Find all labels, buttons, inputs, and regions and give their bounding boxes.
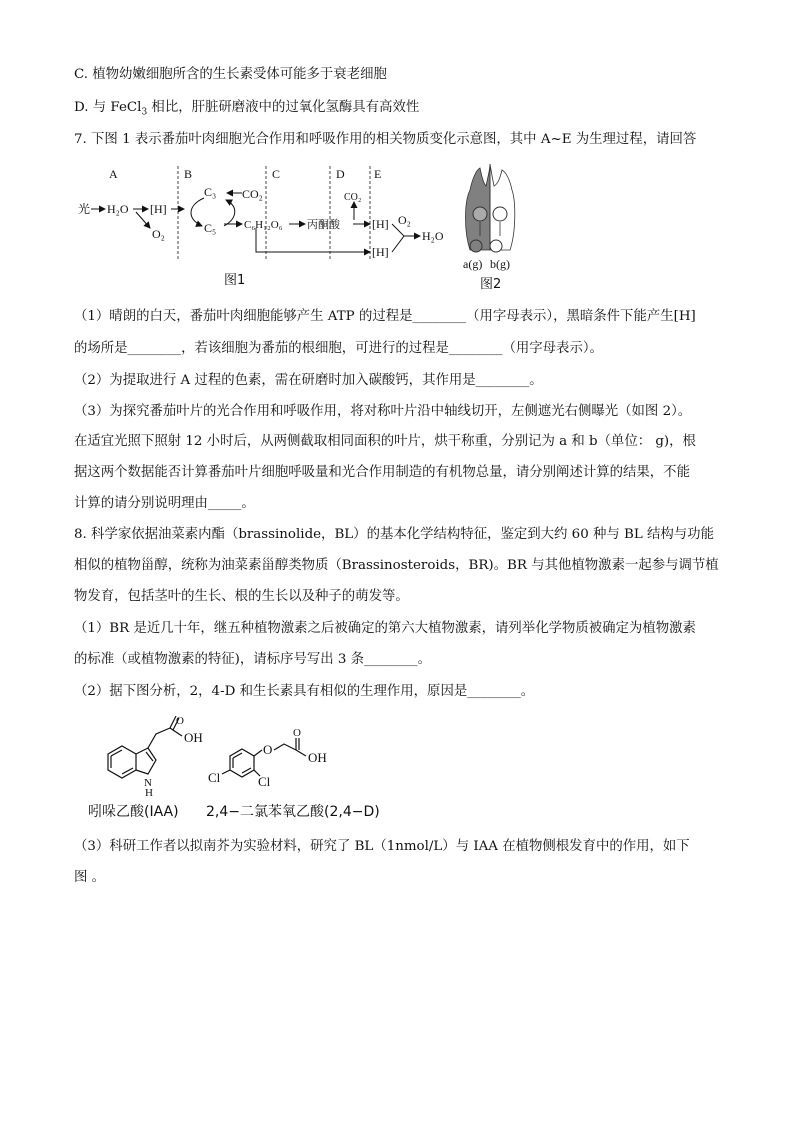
figure-2-caption: 图2 <box>480 277 502 292</box>
c5-label: C₅ <box>204 221 217 235</box>
q8-stem-c: 物发育，包括茎叶的生长、根的生长以及种子的萌发等。 <box>74 589 409 604</box>
bypass-line <box>256 228 370 252</box>
option-d-post: 相比，肝脏研磨液中的过氧化氢酶具有高效性 <box>147 100 420 115</box>
iaa-oh-label: OH <box>184 730 203 745</box>
chem-structures <box>84 716 414 822</box>
o2-label-1: O₂ <box>152 227 165 241</box>
iaa-n-label: N <box>144 777 152 789</box>
q7-1-line-b: 的场所是________，若该细胞为番茄的根细胞，可进行的过程是________（用字母表示）。 <box>74 341 603 356</box>
q8-1-line-b: 的标准（或植物激素的特征)，请标序号写出 3 条________。 <box>74 652 432 667</box>
figure-1-caption: 图1 <box>224 273 246 288</box>
glucose-label: C₆H₁₂O₆ <box>244 219 283 231</box>
q7-1-line-a: （1）晴朗的白天，番茄叶肉细胞能够产生 ATP 的过程是________（用字母表示），黑暗条件下能产生[H] <box>74 309 696 324</box>
disc-b <box>490 240 502 252</box>
q8-stem-a: 8. 科学家依据油菜素内酯（brassinolide，BL）的基本化学结构特征，鉴定到大约 60 种与 BL 结构与功能 <box>74 527 714 542</box>
figure-2-leaf <box>458 162 528 300</box>
o2-label-2: O₂ <box>398 213 411 227</box>
q8-stem-b: 相似的植物甾醇，统称为油菜素甾醇类物质（Brassinosteroids，BR)。BR 与其他植物激素一起参与调节植 <box>74 558 719 573</box>
q8-3-line-a: （3）科研工作者以拟南芥为实验材料，研究了 BL（1nmol/L）与 IAA 在植物侧根发育中的作用，如下 <box>74 839 690 854</box>
q7-2: （2）为提取进行 A 过程的色素，需在研磨时加入碳酸钙，其作用是________。 <box>74 373 543 388</box>
option-d <box>74 99 724 122</box>
iaa-name: 吲哚乙酸(IAA) <box>88 804 179 820</box>
q7-stem: 7. 下图 1 表示番茄叶肉细胞光合作用和呼吸作用的相关物质变化示意图，其中 A~E 为生理过程，请回答 <box>74 132 697 147</box>
iaa-structure <box>108 716 182 778</box>
c3-label: C₃ <box>204 185 217 199</box>
arrow-o2 <box>136 212 150 228</box>
stage-label-d: D <box>336 167 345 181</box>
option-d-pre: D. 与 FeCl <box>74 100 142 115</box>
h2o-out-label: H₂O <box>422 229 444 243</box>
join-lines <box>392 224 404 252</box>
q7-3-line-c: 据这两个数据能否计算番茄叶片细胞呼吸量和光合作用制造的有机物总量，请分别阐述计算的结果，不能 <box>74 465 690 480</box>
iaa-o-label: O <box>176 716 184 727</box>
d24-name: 2,4−二氯苯氧乙酸(2,4−D) <box>206 804 380 820</box>
q8-1-line-a: （1）BR 是近几十年，继五种植物激素之后被确定的第六大植物激素，请列举化学物质被确定为植物激素 <box>74 621 696 636</box>
stage-label-c: C <box>272 167 281 181</box>
h-label-2: [H] <box>372 217 389 231</box>
co2-label-1: CO₂ <box>242 187 263 201</box>
figure-1-diagram <box>74 162 454 290</box>
d24-cl1-label: Cl <box>208 770 221 785</box>
q8-2: （2）据下图分析，2，4-D 和生长素具有相似的生理作用，原因是________。 <box>74 684 535 699</box>
stage-label-e: E <box>374 167 382 181</box>
co2-label-2: CO₂ <box>344 192 362 203</box>
d24-oh-label: OH <box>308 750 327 765</box>
q7-3-line-d: 计算的请分别说明理由_____。 <box>74 496 255 511</box>
d24-cl2-label: Cl <box>258 774 271 789</box>
light-label: 光 <box>78 202 91 216</box>
h2o-label: H₂O <box>107 202 129 216</box>
option-d-sub: 3 <box>141 107 148 118</box>
leaf-sample-a <box>473 207 487 221</box>
cycle-arrow-left <box>191 198 204 226</box>
d24-o-ether-label: O <box>263 742 273 757</box>
q7-3-line-a: （3）为探究番茄叶片的光合作用和呼吸作用，将对称叶片沿中轴线切开，左侧遮光右侧曝光（如图 2）。 <box>74 404 692 419</box>
disc-a <box>470 240 482 252</box>
leaf-sample-b <box>493 207 507 221</box>
label-b-g: b(g) <box>490 257 510 271</box>
q7-3-line-b: 在适宜光照下照射 12 小时后，从两侧截取相同面积的叶片，烘干称重，分别记为 a 和 b（单位： g)，根 <box>74 434 696 449</box>
option-c: C. 植物幼嫩细胞所含的生长素受体可能多于衰老细胞 <box>74 67 387 82</box>
h-label-3: [H] <box>372 245 389 259</box>
stage-label-b: B <box>184 167 193 181</box>
cycle-arrow-right <box>224 200 235 226</box>
q8-3-line-b: 图 。 <box>74 870 106 885</box>
stage-label-a: A <box>109 167 118 181</box>
d24-o-label: O <box>293 727 301 739</box>
iaa-h-label: H <box>145 787 153 799</box>
label-a-g: a(g) <box>463 257 483 271</box>
pyruvate-label: 丙酮酸 <box>307 218 340 231</box>
h-label-1: [H] <box>150 202 167 216</box>
